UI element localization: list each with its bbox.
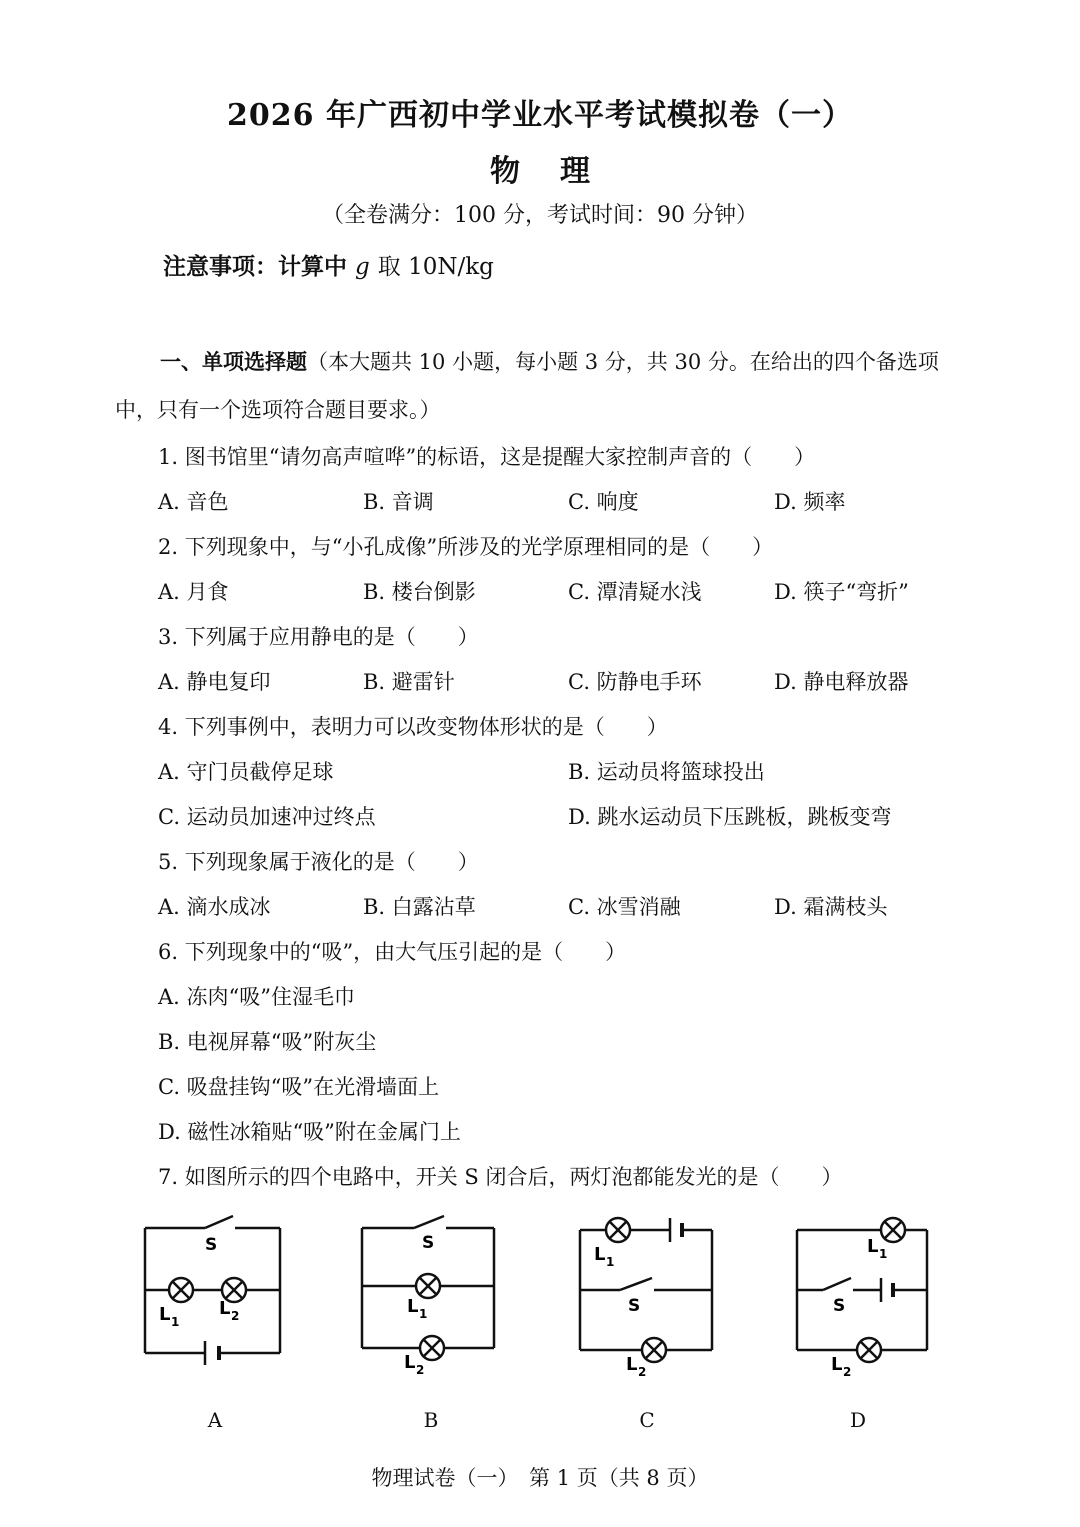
question-4-option-d[interactable]: D. 跳水运动员下压跳板，跳板变弯 xyxy=(568,805,892,829)
switch-blade xyxy=(414,1216,444,1228)
question-5-option-b[interactable]: B. 白露沾草 xyxy=(363,895,476,919)
question-3-option-b[interactable]: B. 避雷针 xyxy=(363,670,455,694)
switch-blade xyxy=(823,1278,851,1290)
question-6-option-d[interactable]: D. 磁性冰箱贴“吸”附在金属门上 xyxy=(158,1120,461,1144)
circuit-caption-d[interactable]: D xyxy=(849,1408,867,1432)
lamp-label-1: L xyxy=(407,1296,419,1317)
question-1-option-b[interactable]: B. 音调 xyxy=(363,490,434,514)
question-3-option-c[interactable]: C. 防静电手环 xyxy=(568,670,702,694)
circuit-diagram-c xyxy=(570,1208,730,1383)
question-2-stem: 2. 下列现象中，与“小孔成像”所涉及的光学原理相同的是（ ） xyxy=(158,535,774,559)
lamp-label-2: L xyxy=(831,1354,843,1375)
notice xyxy=(163,248,494,281)
question-6-option-b[interactable]: B. 电视屏幕“吸”附灰尘 xyxy=(158,1030,377,1054)
question-4-option-b[interactable]: B. 运动员将篮球投出 xyxy=(568,760,765,784)
lamp-label-2: L xyxy=(219,1298,231,1319)
question-4-option-a[interactable]: A. 守门员截停足球 xyxy=(158,760,334,784)
switch-blade xyxy=(620,1278,652,1290)
lamp-sub-2: 2 xyxy=(416,1363,425,1377)
score-info: （全卷满分：100 分，考试时间：90 分钟） xyxy=(322,203,758,228)
question-1-option-a[interactable]: A. 音色 xyxy=(158,490,229,514)
exam-title: 2026 年广西初中学业水平考试模拟卷（一） xyxy=(227,98,853,133)
question-3-option-a[interactable]: A. 静电复印 xyxy=(158,670,271,694)
lamp-sub-1: 1 xyxy=(879,1247,888,1261)
lamp-sub-1: 1 xyxy=(419,1307,428,1321)
lamp-sub-2: 2 xyxy=(843,1365,852,1379)
lamp-label-2: L xyxy=(404,1352,416,1373)
notice-rest: 取 10N/kg xyxy=(377,254,494,280)
lamp-label-1: L xyxy=(867,1236,879,1257)
lamp-label-1: L xyxy=(594,1244,606,1265)
question-5-option-a[interactable]: A. 滴水成冰 xyxy=(158,895,271,919)
question-6-option-c[interactable]: C. 吸盘挂钩“吸”在光滑墙面上 xyxy=(158,1075,440,1099)
notice-label: 注意事项：计算中 xyxy=(163,253,347,280)
circuit-caption-b[interactable]: B xyxy=(423,1408,439,1432)
circuit-diagram-d xyxy=(785,1208,945,1383)
notice-g: g xyxy=(355,254,370,280)
switch-label: S xyxy=(205,1235,218,1255)
question-3-stem: 3. 下列属于应用静电的是（ ） xyxy=(158,625,479,649)
question-4-option-c[interactable]: C. 运动员加速冲过终点 xyxy=(158,805,376,829)
lamp-sub-2: 2 xyxy=(638,1365,647,1379)
question-5-option-d[interactable]: D. 霜满枝头 xyxy=(774,895,888,919)
lamp-sub-1: 1 xyxy=(606,1255,615,1269)
switch-label: S xyxy=(628,1296,641,1316)
question-2-option-a[interactable]: A. 月食 xyxy=(158,580,229,604)
question-2-option-d[interactable]: D. 筷子“弯折” xyxy=(774,580,909,604)
question-4-stem: 4. 下列事例中，表明力可以改变物体形状的是（ ） xyxy=(158,715,668,739)
switch-label: S xyxy=(422,1233,435,1253)
lamp-label-1: L xyxy=(159,1304,171,1325)
question-6-option-a[interactable]: A. 冻肉“吸”住湿毛巾 xyxy=(158,985,355,1009)
subject-title: 物理 xyxy=(490,154,630,189)
question-3-option-d[interactable]: D. 静电释放器 xyxy=(774,670,909,694)
page-footer: 物理试卷（一） 第 1 页（共 8 页） xyxy=(371,1466,709,1490)
section-desc-1: （本大题共 10 小题，每小题 3 分，共 30 分。在给出的四个备选项 xyxy=(307,350,939,374)
question-7-stem: 7. 如图所示的四个电路中，开关 S 闭合后，两灯泡都能发光的是（ ） xyxy=(158,1165,843,1189)
section-heading xyxy=(160,346,939,376)
section-desc-2: 中，只有一个选项符合题目要求。） xyxy=(115,398,441,422)
lamp-sub-1: 1 xyxy=(171,1315,180,1329)
question-1-option-c[interactable]: C. 响度 xyxy=(568,490,639,514)
circuit-diagram-b xyxy=(352,1208,512,1383)
switch-label: S xyxy=(833,1296,846,1316)
circuit-caption-a[interactable]: A xyxy=(207,1408,223,1432)
switch-blade xyxy=(205,1216,233,1228)
question-2-option-c[interactable]: C. 潭清疑水浅 xyxy=(568,580,702,604)
question-5-option-c[interactable]: C. 冰雪消融 xyxy=(568,895,681,919)
question-5-stem: 5. 下列现象属于液化的是（ ） xyxy=(158,850,479,874)
section-title: 一、单项选择题 xyxy=(160,349,307,374)
question-6-stem: 6. 下列现象中的“吸”，由大气压引起的是（ ） xyxy=(158,940,627,964)
lamp-sub-2: 2 xyxy=(231,1309,240,1323)
question-2-option-b[interactable]: B. 楼台倒影 xyxy=(363,580,476,604)
lamp-label-2: L xyxy=(626,1354,638,1375)
question-1-stem: 1. 图书馆里“请勿高声喧哗”的标语，这是提醒大家控制声音的（ ） xyxy=(158,445,816,469)
question-1-option-d[interactable]: D. 频率 xyxy=(774,490,846,514)
circuit-diagram-a xyxy=(135,1208,295,1383)
circuit-caption-c[interactable]: C xyxy=(639,1408,655,1432)
